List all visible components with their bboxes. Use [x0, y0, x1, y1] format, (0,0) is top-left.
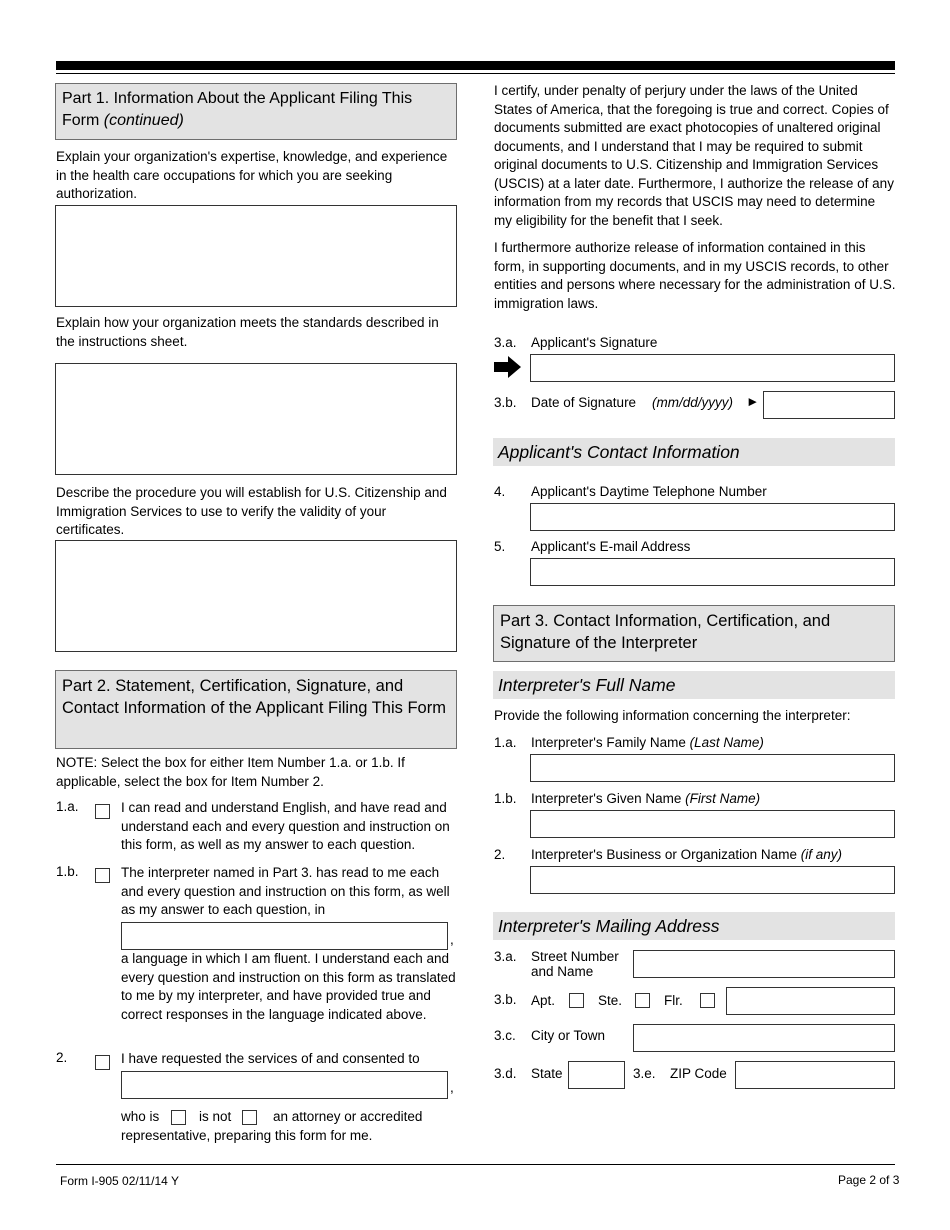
top-rule-thick [56, 61, 895, 70]
part2-title: Part 2. Statement, Certification, Signature, and Contact Information of the Applicant Filing This Form [62, 677, 446, 717]
phone-number-label: 4. [494, 484, 506, 499]
street-input[interactable] [633, 950, 895, 978]
given-name-label-text: Interpreter's Given Name [531, 791, 682, 806]
signature-arrow-icon [494, 356, 522, 378]
authorization-text: I furthermore authorize release of information contained in this form, in supporting documents, and in my USCIS records, to other entities and persons where necessary for the administration of U.S. immigration laws. [494, 240, 896, 311]
signature-number: 3.a. [494, 335, 517, 350]
phone-label: Applicant's Daytime Telephone Number [531, 484, 767, 499]
state-label: State [531, 1066, 563, 1081]
state-input[interactable] [568, 1061, 625, 1089]
flr-checkbox[interactable] [700, 993, 715, 1008]
zip-label: ZIP Code [670, 1066, 727, 1081]
part3-header [493, 605, 895, 662]
mailing-address-header: Interpreter's Mailing Address [493, 912, 895, 940]
part1-title-continued: (continued) [103, 112, 184, 129]
part1-header [55, 83, 457, 140]
daytime-phone-input[interactable] [530, 503, 895, 531]
expertise-textarea[interactable] [55, 205, 457, 307]
interpreter-instructions: Provide the following information concerning the interpreter: [494, 708, 851, 723]
item-1b-text: The interpreter named in Part 3. has read to me each and every question and instruction on this form, as well as my answer to each question, in [121, 865, 450, 917]
date-arrow-icon: ► [746, 394, 760, 409]
city-number: 3.c. [494, 1028, 516, 1043]
part2-note: NOTE: Select the box for either Item Number 1.a. or 1.b. If applicable, select the box for Item Number 2. [56, 755, 405, 789]
flr-label: Flr. [664, 993, 683, 1008]
standards-textarea[interactable] [55, 363, 457, 475]
family-name-label [531, 735, 764, 750]
street-label [531, 949, 619, 979]
preparer-name-input[interactable] [121, 1071, 448, 1099]
certification-text: I certify, under penalty of perjury under the laws of the United States of America, that the foregoing is true and correct. Copies of documents submitted are exact photocopies of unaltered original documents, and I understand that I may be required to submit original documents to U.S. Citizenship and Immigration Services (USCIS) at a later date. Furthermore, I authorize the release of any information from my records that USCIS may need to determine my eligibility for the benefit that I seek. [494, 83, 894, 228]
family-name-hint: (Last Name) [689, 735, 764, 750]
item-2-number: 2. [56, 1050, 68, 1065]
is-not-label: is not [199, 1109, 232, 1124]
preparer-comma: , [450, 1080, 454, 1095]
ste-label: Ste. [598, 993, 623, 1008]
attorney-label: an attorney or accredited [273, 1109, 423, 1124]
is-attorney-checkbox[interactable] [171, 1110, 186, 1125]
attorney-label-continued: representative, preparing this form for me. [121, 1128, 373, 1143]
family-name-number: 1.a. [494, 735, 517, 750]
part1-q3-label: Describe the procedure you will establish for U.S. Citizenship and Immigration Services to use to verify the validity of your certificates. [56, 485, 447, 537]
part3-title: Part 3. Contact Information, Certification, and Signature of the Interpreter [500, 612, 831, 652]
item-1a-text: I can read and understand English, and have read and understand each and every question and instruction on this form, as well as my answer to each question. [121, 800, 450, 852]
business-name-number: 2. [494, 847, 506, 862]
interpreter-name-header: Interpreter's Full Name [493, 671, 895, 699]
street-number: 3.a. [494, 949, 517, 964]
business-name-hint: (if any) [800, 847, 842, 862]
language-comma: , [450, 932, 454, 947]
is-not-attorney-checkbox[interactable] [242, 1110, 257, 1125]
item-2-text: I have requested the services of and consented to [121, 1051, 420, 1066]
state-number: 3.d. [494, 1066, 517, 1081]
part1-q1-label: Explain your organization's expertise, knowledge, and experience in the health care occupations for which you are seeking authorization. [56, 149, 448, 201]
unit-number-input[interactable] [726, 987, 895, 1015]
ste-checkbox[interactable] [635, 993, 650, 1008]
contact-info-header: Applicant's Contact Information [493, 438, 895, 466]
street-label-line1: Street Number [531, 949, 619, 964]
signature-input[interactable] [530, 354, 895, 382]
preparer-checkbox[interactable] [95, 1055, 110, 1070]
email-number-label: 5. [494, 539, 506, 554]
language-input[interactable] [121, 922, 448, 950]
part1-q2-label: Explain how your organization meets the standards described in the instructions sheet. [56, 315, 439, 349]
item-1b-text-continued: a language in which I am fluent. I understand each and every question and instruction on this form as translated to me by my interpreter, and have provided true and correct responses in the language indicated above. [121, 951, 456, 1022]
family-name-label-text: Interpreter's Family Name [531, 735, 686, 750]
given-name-hint: (First Name) [685, 791, 761, 806]
zip-number: 3.e. [633, 1066, 656, 1081]
city-input[interactable] [633, 1024, 895, 1052]
zip-input[interactable] [735, 1061, 895, 1089]
given-name-label [531, 791, 760, 806]
who-is-label: who is [121, 1109, 160, 1124]
date-label: Date of Signature [531, 395, 637, 410]
part2-header [55, 670, 457, 749]
street-label-line2: and Name [531, 964, 594, 979]
date-format-hint: (mm/dd/yyyy) [652, 395, 733, 410]
given-name-number: 1.b. [494, 791, 517, 806]
email-input[interactable] [530, 558, 895, 586]
footer-rule [56, 1164, 895, 1165]
interpreter-checkbox[interactable] [95, 868, 110, 883]
top-rule-thin [56, 73, 895, 74]
interpreter-given-name-input[interactable] [530, 810, 895, 838]
apt-label: Apt. [531, 993, 556, 1008]
signature-label: Applicant's Signature [531, 335, 658, 350]
item-1a-number: 1.a. [56, 799, 79, 814]
date-number: 3.b. [494, 395, 517, 410]
procedure-textarea[interactable] [55, 540, 457, 652]
item-1b-number: 1.b. [56, 864, 79, 879]
form-id: Form I-905 02/11/14 Y [60, 1174, 179, 1188]
date-of-signature-input[interactable] [763, 391, 895, 419]
email-label: Applicant's E-mail Address [531, 539, 691, 554]
city-label: City or Town [531, 1028, 606, 1043]
page-number: Page 2 of 3 [838, 1173, 900, 1187]
interpreter-business-name-input[interactable] [530, 866, 895, 894]
english-checkbox[interactable] [95, 804, 110, 819]
part1-title: Part 1. Information About the Applicant Filing This Form [62, 90, 413, 129]
business-name-label [531, 847, 842, 862]
apt-checkbox[interactable] [569, 993, 584, 1008]
unit-number: 3.b. [494, 992, 517, 1007]
interpreter-family-name-input[interactable] [530, 754, 895, 782]
business-name-label-text: Interpreter's Business or Organization Name [531, 847, 797, 862]
